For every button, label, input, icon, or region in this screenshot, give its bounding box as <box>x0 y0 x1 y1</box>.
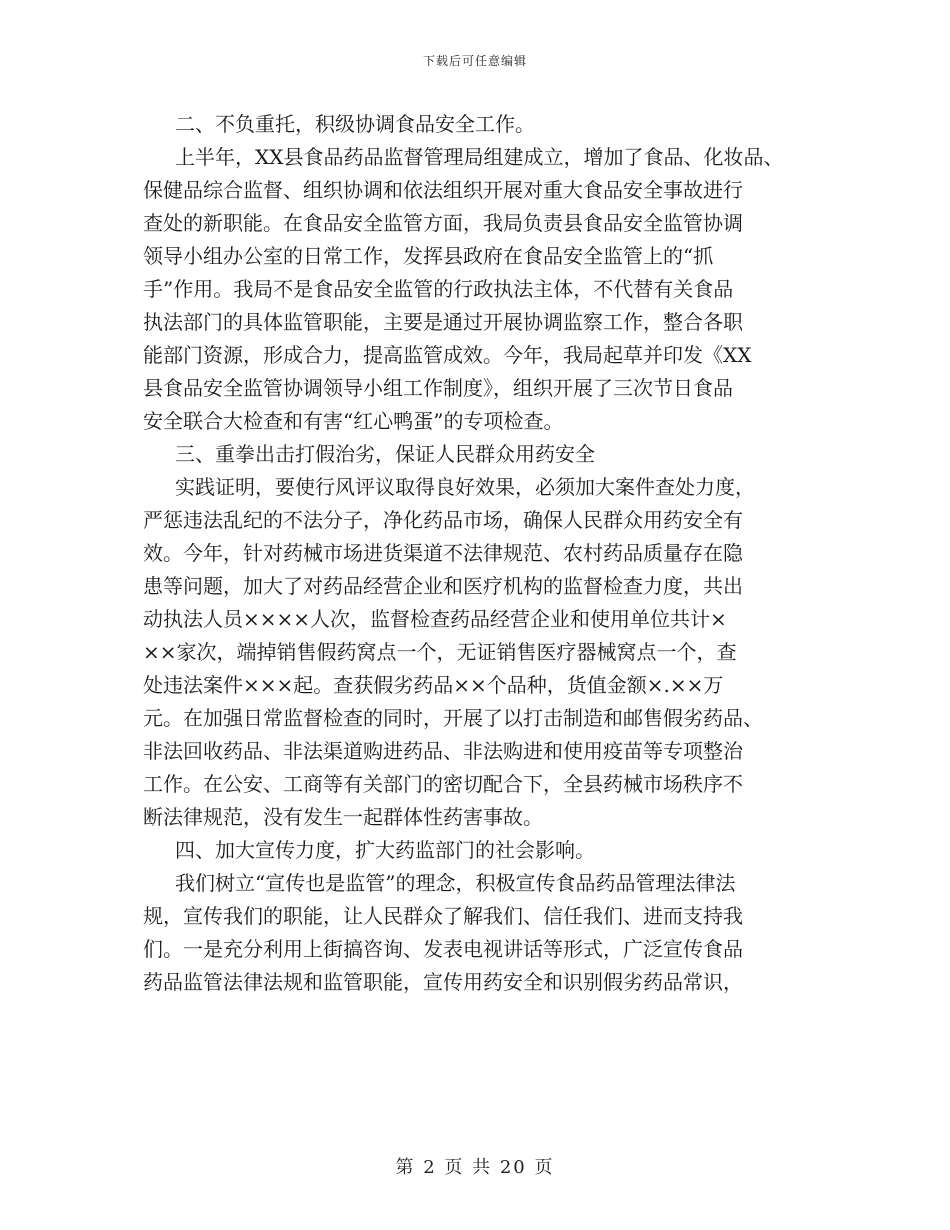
paragraph-line: 动执法人员××××人次，监督检查药品经营企业和使用单位共计× <box>143 607 727 631</box>
paragraph-line: 断法律规范，没有发生一起群体性药害事故。 <box>143 805 543 829</box>
paragraph-line: 查处的新职能。在食品安全监管方面，我局负责县食品安全监管协调 <box>143 211 743 235</box>
paragraph-line: 我们树立“宣传也是监管”的理念，积极宣传食品药品管理法律法 <box>175 871 736 895</box>
paragraph-line: 手”作用。我局不是食品安全监管的行政执法主体，不代替有关食品 <box>143 277 734 301</box>
section-heading: 三、重拳出击打假治劣，保证人民群众用药安全 <box>175 442 595 466</box>
paragraph-line: 们。一是充分利用上街搞咨询、发表电视讲话等形式，广泛宣传食品 <box>143 937 743 961</box>
section-heading: 二、不负重托，积级协调食品安全工作。 <box>175 112 535 136</box>
paragraph-line: 处违法案件×××起。查获假劣药品××个品种，货值金额×.××万 <box>143 673 724 697</box>
page-header: 下载后可任意编辑 <box>422 54 527 68</box>
paragraph-line: 患等问题，加大了对药品经营企业和医疗机构的监督检查力度，共出 <box>143 574 743 598</box>
paragraph-line: ××家次，端掉销售假药窝点一个，无证销售医疗器械窝点一个，查 <box>143 640 737 664</box>
paragraph-line: 严惩违法乱纪的不法分子，净化药品市场，确保人民群众用药安全有 <box>143 508 743 532</box>
paragraph-line: 领导小组办公室的日常工作，发挥县政府在食品安全监管上的“抓 <box>143 244 714 268</box>
section-heading: 四、加大宣传力度，扩大药监部门的社会影响。 <box>175 838 595 862</box>
paragraph-line: 非法回收药品、非法渠道购进药品、非法购进和使用疫苗等专项整治 <box>143 739 743 763</box>
paragraph-line: 工作。在公安、工商等有关部门的密切配合下，全县药械市场秩序不 <box>143 772 743 796</box>
paragraph-line: 上半年，XX县食品药品监督管理局组建成立，增加了食品、化妆品、 <box>175 145 784 169</box>
paragraph-line: 执法部门的具体监管职能，主要是通过开展协调监察工作，整合各职 <box>143 310 743 334</box>
paragraph-line: 实践证明，要使行风评议取得良好效果，必须加大案件查处力度， <box>175 475 755 499</box>
paragraph-line: 规，宣传我们的职能，让人民群众了解我们、信任我们、进而支持我 <box>143 904 743 928</box>
paragraph-line: 县食品安全监管协调领导小组工作制度》，组织开展了三次节日食品 <box>143 376 733 400</box>
paragraph-line: 效。今年，针对药械市场进货渠道不法律规范、农村药品质量存在隐 <box>143 541 743 565</box>
paragraph-line: 元。在加强日常监督检查的同时，开展了以打击制造和邮售假劣药品、 <box>143 706 763 730</box>
paragraph-line: 药品监管法律法规和监管职能，宣传用药安全和识别假劣药品常识， <box>143 970 743 994</box>
page-number: 第 2 页 共 20 页 <box>395 1157 555 1178</box>
document-body <box>143 108 833 999</box>
paragraph-line: 安全联合大检查和有害“红心鸭蛋”的专项检查。 <box>143 409 564 433</box>
paragraph-line: 能部门资源，形成合力，提高监管成效。今年，我局起草并印发《XX <box>143 343 752 367</box>
paragraph-line: 保健品综合监督、组织协调和依法组织开展对重大食品安全事故进行 <box>143 178 743 202</box>
